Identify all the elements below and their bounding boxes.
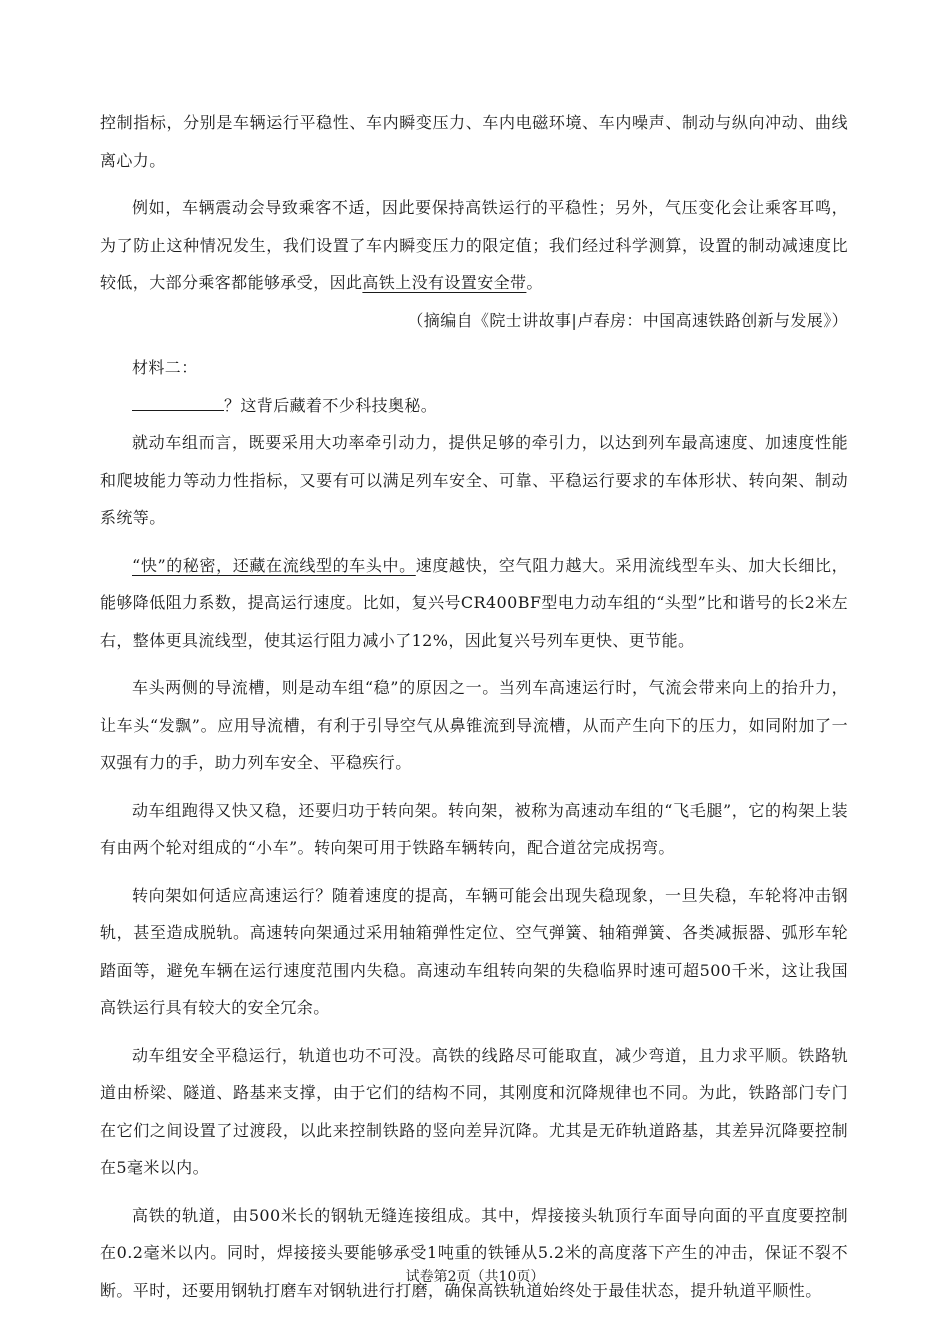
material1-paragraph-2-text: 例如，车辆震动会导致乘客不适，因此要保持高铁运行的平稳性；另外，气压变化会让乘客耳鸣，为了防止这种情况发生，我们设置了车内瞬变压力的限定值；我们经过科学测算，设置的制动减速度比较低，大部分乘客都能够承受，因此 — [100, 198, 848, 292]
page-footer: 试卷第2页（共10页） — [405, 1269, 545, 1285]
material1-paragraph-1: 控制指标，分别是车辆运行平稳性、车内瞬变压力、车内电磁环境、车内噪声、制动与纵向冲动、曲线离心力。 — [100, 113, 848, 170]
material2-paragraph-2-text: 速度越快，空气阻力越大。采用流线型车头、加大长细比，能够降低阻力系数，提高运行速度。比如，复兴号CR400BF型电力动车组的“头型”比和谐号的长2米左右，整体更具流线型，使其运行阻力减小了12%，因此复兴号列车更快、更节能。 — [100, 555, 848, 650]
material1-paragraph-2-end: 。 — [526, 273, 543, 292]
material1-paragraph-2 — [100, 189, 848, 302]
fill-in-blank[interactable] — [132, 409, 224, 411]
material2-paragraph-6: 动车组安全平稳运行，轨道也功不可没。高铁的线路尽可能取直，减少弯道，且力求平顺。铁路轨道由桥梁、隧道、路基来支撑，由于它们的结构不同，其刚度和沉降规律也不同。为此，铁路部门专门在它们之间设置了过渡段，以此来控制铁路的竖向差异沉降。尤其是无砟轨道路基，其差异沉降要控制在5毫米以内。 — [100, 1045, 848, 1177]
underlined-sentence-seatbelt: 高铁上没有设置安全带 — [362, 273, 527, 292]
page-body — [100, 104, 848, 1309]
material2-heading: 材料二： — [132, 358, 198, 377]
material2-paragraph-7: 高铁的轨道，由500米长的钢轨无缝连接组成。其中，焊接接头轨顶行车面导向面的平直度要控制在0.2毫米以内。同时，焊接接头要能够承受1吨重的铁锤从5.2米的高度落下产生的冲击，保证不裂不断。平时，还要用钢轨打磨车对钢轨进行打磨，确保高铁轨道始终处于最佳状态，提升轨道平顺性。 — [100, 1205, 848, 1300]
underlined-sentence-streamline: “快”的秘密，还藏在流线型的车头中。 — [132, 555, 416, 575]
material2-paragraph-3: 车头两侧的导流槽，则是动车组“稳”的原因之一。当列车高速运行时，气流会带来向上的抬升力，让车头“发飘”。应用导流槽，有利于引导空气从鼻锥流到导流槽，从而产生向下的压力，如同附加了一双强有力的手，助力列车安全、平稳疾行。 — [100, 678, 848, 772]
material2-paragraph-2 — [100, 547, 848, 660]
material2-paragraph-1: 就动车组而言，既要采用大功率牵引动力，提供足够的牵引力，以达到列车最高速度、加速度性能和爬坡能力等动力性指标，又要有可以满足列车安全、可靠、平稳运行要求的车体形状、转向架、制动系统等。 — [100, 433, 848, 527]
material2-question-text: ？这背后藏着不少科技奥秘。 — [224, 395, 438, 415]
material2-paragraph-5: 转向架如何适应高速运行？随着速度的提高，车辆可能会出现失稳现象，一旦失稳，车轮将冲击钢轨，甚至造成脱轨。高速转向架通过采用轴箱弹性定位、空气弹簧、轴箱弹簧、各类减振器、弧形车轮踏面等，避免车辆在运行速度范围内失稳。高速动车组转向架的失稳临界时速可超500千米，这让我国高铁运行具有较大的安全冗余。 — [100, 885, 848, 1017]
material2-paragraph-4: 动车组跑得又快又稳，还要归功于转向架。转向架，被称为高速动车组的“飞毛腿”，它的构架上装有由两个轮对组成的“小车”。转向架可用于铁路车辆转向，配合道岔完成拐弯。 — [100, 800, 848, 857]
material1-source: （摘编自《院士讲故事|卢春房：中国高速铁路创新与发展》） — [407, 310, 848, 330]
material2-question — [100, 387, 848, 425]
